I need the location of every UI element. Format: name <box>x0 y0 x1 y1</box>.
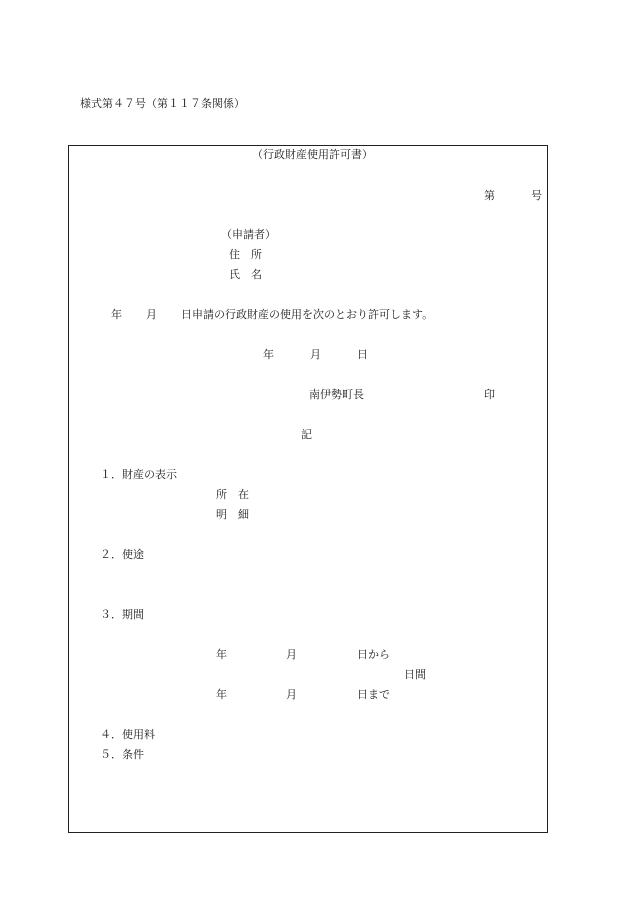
property-location-label: 所 在 <box>216 488 249 501</box>
section-conditions-label: ５．条件 <box>100 748 144 761</box>
permission-year: 年 <box>111 308 122 321</box>
period-start-year: 年 <box>216 648 227 661</box>
permission-body: 日申請の行政財産の使用を次のとおり許可します。 <box>181 308 434 321</box>
section-fee-label: ４．使用料 <box>100 728 155 741</box>
period-end-day: 日まで <box>357 688 390 701</box>
period-end-year: 年 <box>216 688 227 701</box>
section-period-label: ３．期間 <box>100 608 144 621</box>
seal-mark: 印 <box>484 388 495 401</box>
applicant-heading: （申請者） <box>221 228 276 241</box>
applicant-address-label: 住 所 <box>229 248 262 261</box>
number-dai: 第 <box>484 189 495 202</box>
issue-year: 年 <box>263 348 274 361</box>
period-start-day: 日から <box>357 648 390 661</box>
section-property-label: １．財産の表示 <box>100 468 177 481</box>
property-details-label: 明 細 <box>216 508 249 521</box>
applicant-name-label: 氏 名 <box>229 268 262 281</box>
permission-month: 月 <box>146 308 157 321</box>
section-purpose-label: ２．使途 <box>100 548 144 561</box>
document-title: （行政財産使用許可書） <box>252 148 373 161</box>
issuer-title: 南伊勢町長 <box>309 388 364 401</box>
period-days: 日間 <box>404 668 426 681</box>
number-go: 号 <box>531 189 542 202</box>
record-heading: 記 <box>301 428 312 441</box>
period-end-month: 月 <box>286 688 297 701</box>
issue-month: 月 <box>310 348 321 361</box>
form-number: 様式第４７号（第１１７条関係） <box>80 97 245 110</box>
issue-day: 日 <box>357 348 368 361</box>
period-start-month: 月 <box>286 648 297 661</box>
